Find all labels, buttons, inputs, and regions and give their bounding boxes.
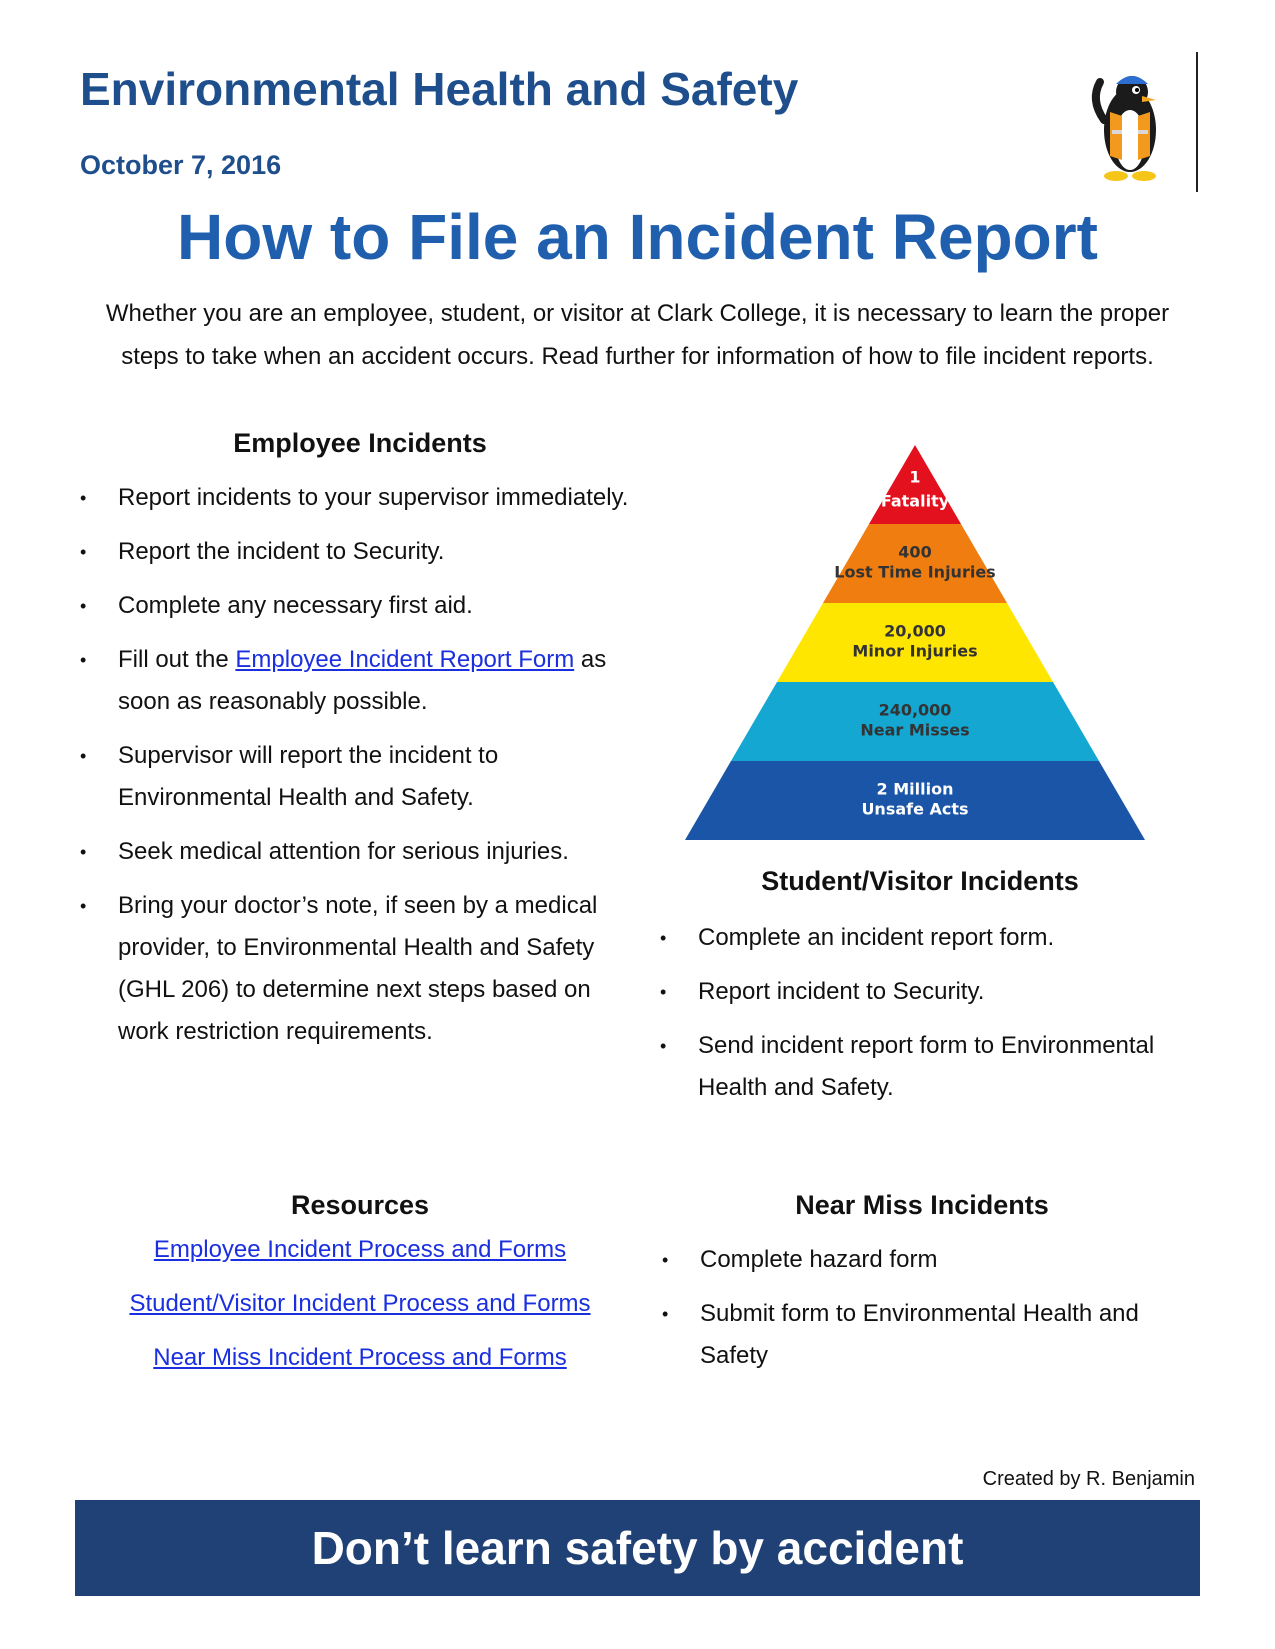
list-item: • Complete an incident report form.	[660, 924, 1055, 951]
list-item: • Seek medical attention for serious injuries.	[80, 838, 569, 865]
near-miss-section	[662, 1190, 1182, 1389]
employee-process-link[interactable]: Employee Incident Process and Forms	[153, 1236, 567, 1263]
resources-section	[80, 1190, 640, 1395]
header-divider	[1196, 52, 1198, 192]
student-list	[660, 917, 1180, 1109]
student-section	[660, 866, 1180, 1121]
header-title: Environmental Health and Safety	[80, 63, 799, 115]
list-item: • Complete any necessary first aid.	[80, 592, 473, 619]
created-by: Created by R. Benjamin	[982, 1468, 1195, 1490]
list-item: • Bring your doctor’s note, if seen by a medical provider, to Environmental Health and Safety (GHL 206) to determine next steps based on work restriction requirements.	[80, 892, 598, 1045]
list-item: • Supervisor will report the incident to Environmental Health and Safety.	[80, 742, 499, 811]
pyramid-label: Fatality	[880, 491, 950, 511]
list-item: • Report incident to Security.	[660, 978, 985, 1005]
employee-incident-report-form-link[interactable]: Employee Incident Report Form	[235, 646, 575, 673]
pyramid-label: Near Misses	[860, 720, 970, 740]
near-miss-process-link[interactable]: Near Miss Incident Process and Forms	[153, 1344, 567, 1371]
penguin-mascot-icon	[1070, 60, 1190, 190]
employee-heading: Employee Incidents	[233, 428, 487, 458]
employee-list	[80, 477, 640, 1053]
safety-pyramid	[680, 440, 1150, 850]
resources-heading: Resources	[290, 1190, 430, 1220]
employee-section	[80, 428, 640, 1065]
pyramid-number: 240,000	[878, 700, 952, 720]
list-item: • Complete hazard form	[662, 1246, 938, 1273]
list-item: • Submit form to Environmental Health and Safety	[662, 1300, 1139, 1369]
pyramid-number: 20,000	[884, 621, 946, 641]
pyramid-number: 2 Million	[876, 779, 954, 799]
pyramid-label: Unsafe Acts	[861, 799, 969, 819]
student-visitor-process-link[interactable]: Student/Visitor Incident Process and Forms	[129, 1290, 591, 1317]
intro-paragraph: Whether you are an employee, student, or visitor at Clark College, it is necessary to learn the proper steps to take when an accident occurs. Read further for information of how to file incident reports.	[105, 300, 1170, 370]
banner-slogan: Don’t learn safety by accident	[311, 1522, 964, 1574]
near-miss-heading: Near Miss Incidents	[795, 1190, 1049, 1220]
pyramid-label: Lost Time Injuries	[834, 562, 996, 582]
pyramid-number: 1	[909, 467, 921, 487]
page-title: How to File an Incident Report	[177, 201, 1098, 273]
footer-banner	[75, 1500, 1200, 1596]
near-miss-list	[662, 1239, 1182, 1377]
header-date: October 7, 2016	[80, 150, 282, 180]
student-heading: Student/Visitor Incidents	[761, 866, 1079, 896]
list-item: • Report incidents to your supervisor immediately.	[80, 484, 629, 511]
pyramid-number: 400	[898, 542, 932, 562]
pyramid-label: Minor Injuries	[852, 641, 978, 661]
list-item: • Send incident report form to Environmental Health and Safety.	[660, 1032, 1155, 1101]
list-item: • Report the incident to Security.	[80, 538, 445, 565]
list-item: • Fill out the Employee Incident Report Form as soon as reasonably possible.	[80, 646, 607, 715]
